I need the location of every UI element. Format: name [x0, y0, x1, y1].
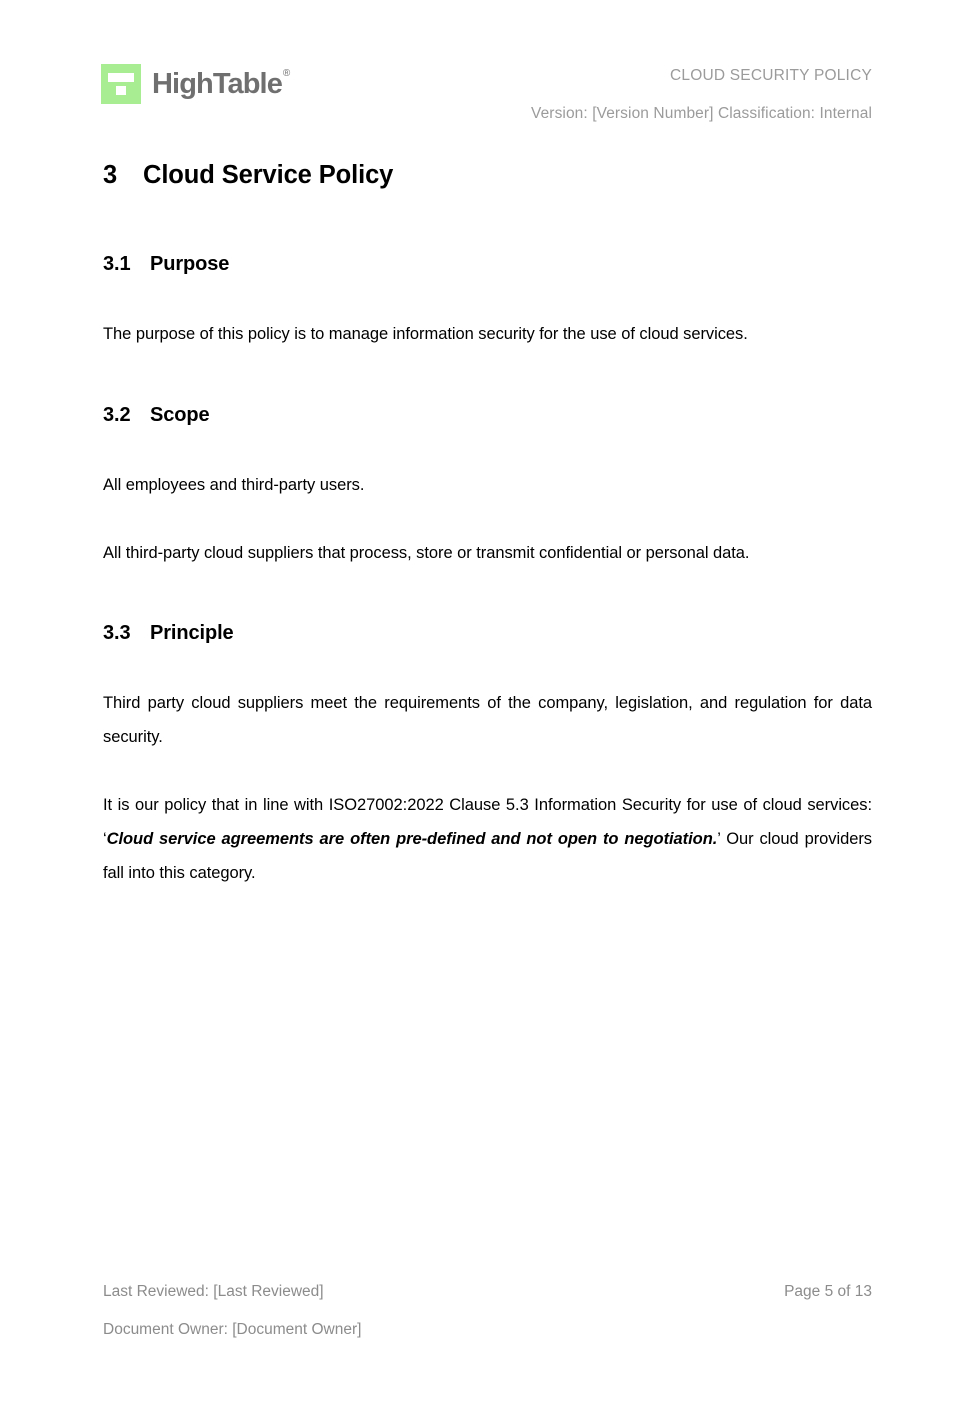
footer-document-owner: Document Owner: [Document Owner]	[103, 1320, 362, 1338]
header-meta	[531, 58, 872, 123]
subsection-title-3-1: Purpose	[150, 252, 230, 275]
section-title-3: Cloud Service Policy	[143, 161, 394, 189]
section-heading-3	[103, 160, 872, 192]
paragraph-policy-statement	[103, 789, 872, 890]
policy-statement-lead-in: It is our policy that in line with ISO27002:2022 Clause 5.3 Information Security for use of cloud services: ‘	[103, 795, 872, 848]
header-document-title: CLOUD SECURITY POLICY	[669, 67, 872, 84]
subsection-number-3-3: 3.3	[103, 622, 131, 645]
subsection-heading-3-1	[103, 252, 872, 277]
subsection-title-3-2: Scope	[150, 403, 210, 426]
page-header	[101, 58, 872, 130]
subsection-title-3-3: Principle	[150, 622, 234, 645]
paragraph-principle: Third party cloud suppliers meet the requirements of the company, legislation, and regulation for data security.	[103, 694, 872, 747]
section-number-3: 3	[103, 161, 118, 189]
logo-bar-shape	[108, 73, 134, 82]
brand-wordmark	[152, 67, 291, 100]
logo-stem-shape	[116, 86, 126, 95]
subsection-heading-3-3	[103, 621, 872, 646]
page-footer	[103, 1283, 872, 1339]
subsection-number-3-1: 3.1	[103, 252, 131, 275]
paragraph-purpose: The purpose of this policy is to manage information security for the use of cloud services.	[103, 324, 748, 343]
paragraph-scope-1: All employees and third-party users.	[103, 475, 365, 494]
footer-row-2	[103, 1321, 872, 1340]
brand-logo	[101, 64, 289, 104]
footer-row-1	[103, 1283, 872, 1302]
footer-page-number: Page 5 of 13	[784, 1283, 872, 1300]
footer-last-reviewed: Last Reviewed: [Last Reviewed]	[103, 1283, 324, 1300]
header-version-classification: Version: [Version Number] Classification: Internal	[531, 104, 872, 122]
subsection-heading-3-2	[103, 403, 872, 428]
brand-wordmark-text: HighTable	[152, 67, 282, 100]
subsection-number-3-2: 3.2	[103, 403, 131, 426]
registered-trademark-icon: ®	[282, 67, 291, 79]
paragraph-scope-2: All third-party cloud suppliers that process, store or transmit confidential or personal data.	[103, 543, 750, 562]
hightable-table-logo-icon	[101, 64, 141, 104]
document-content	[103, 160, 872, 890]
policy-statement-trail: ’ Our cloud providers fall into this category.	[103, 829, 872, 882]
policy-statement-quote: Cloud service agreements are often pre-defined and not open to negotiation.	[106, 829, 718, 848]
